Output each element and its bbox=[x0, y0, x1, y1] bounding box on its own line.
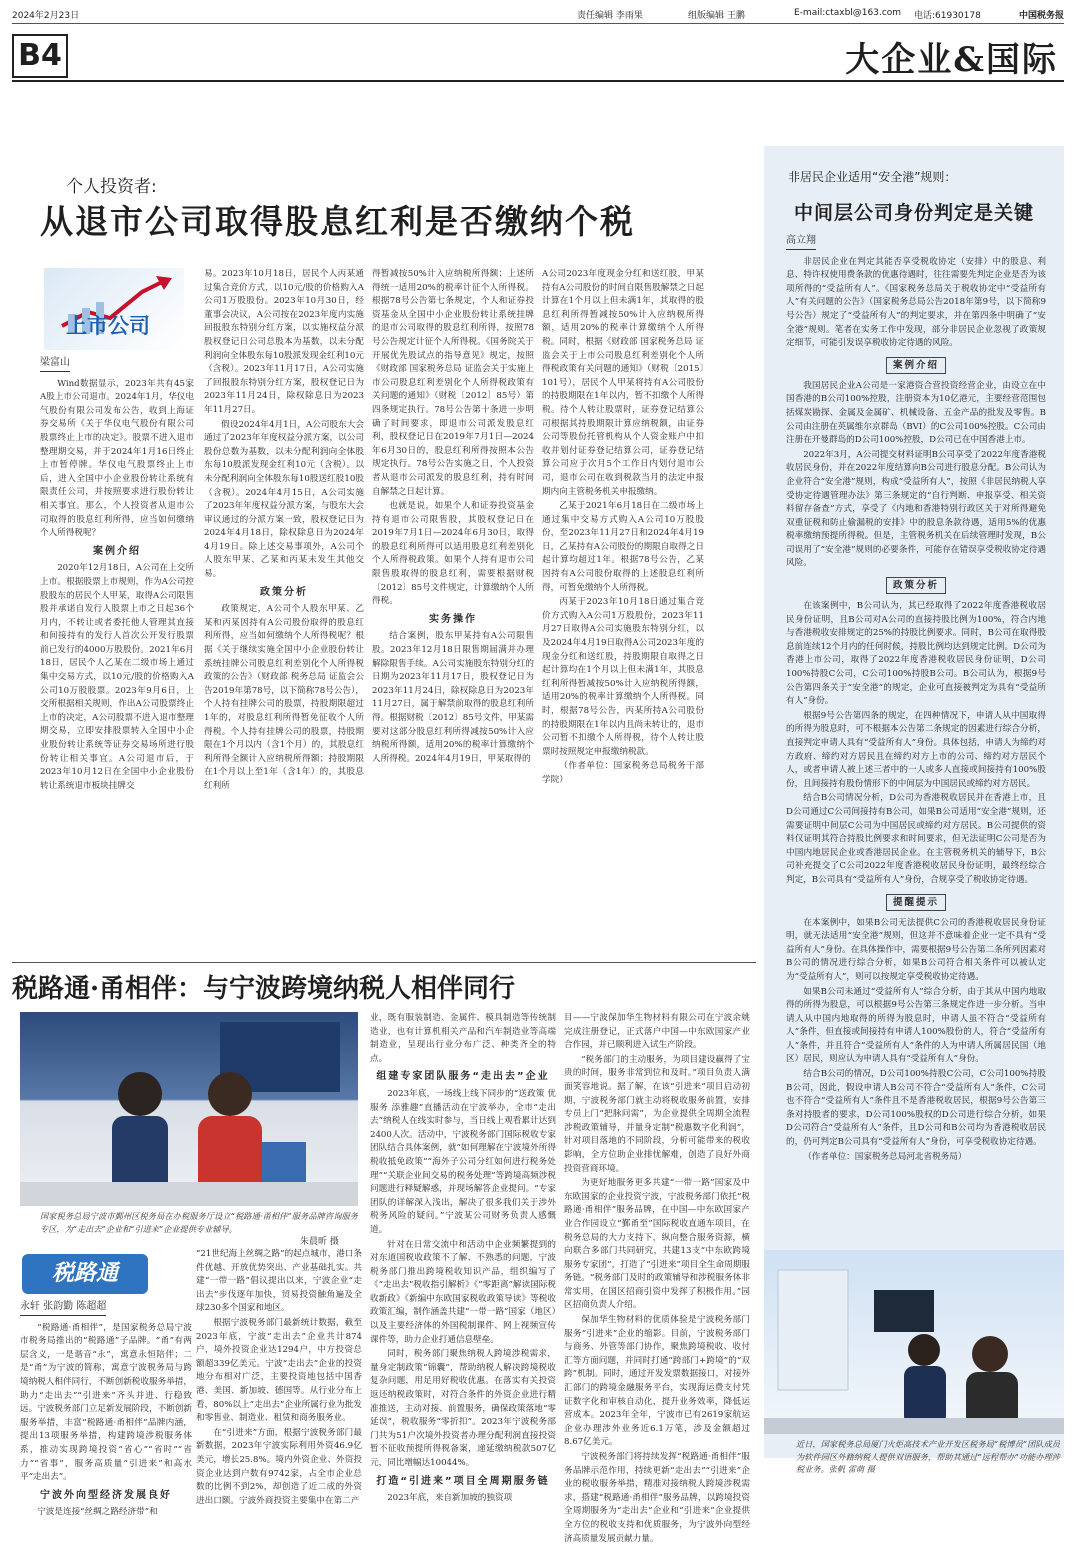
paragraph: 宁波税务部门将持续发挥“税路通·甬相伴”服务品牌示范作用，持续更新“走出去”“引进来”企业的税收服务举措，精准对接纳税人跨境涉税需求，搭建“税路通·甬相伴”服务品牌，以跨境投资全周期服务为“走出去”企业和“引进来”企业提供全方位的税收支持和优质服务，为宁波外向型经济高质量发展贡献力量。 bbox=[564, 1452, 750, 1544]
paragraph: 丙某于2023年10月18日通过集合竞价方式购入A公司1万股股份，2023年11月27日取得A公司实施股东特别分红，以及2024年4月19日取得A公司2023年度的现金分红和送红股，持股期限自取得之日起计算均在1个月以上但未满1年，其股息红利所得暂减按50%计入应纳税所得额，适用20%的税率计算缴纳个人所得税。同时，根据78号公告，丙某所持A公司股份的持股期限在1年以内且尚未转让的，退市公司暂不扣缴个人所得税，待个人转让股票时按照规定申报缴纳税款。 bbox=[542, 597, 704, 757]
article1-kicker: 个人投资者: bbox=[66, 177, 157, 197]
paragraph: 结合案例，股东甲某持有A公司限售股。2023年12月18日限售期届满并办理解除限售手续。A公司实施股东特别分红的日期为2023年11月17日，股权登记日为2023年11月24日，除权除息日为2023年11月27日，属于解禁前取得的股息红利所得。根据财税〔2012〕85号文件，甲某需要对这部分股息红利所得减按50%计入应纳税所得额，适用20%的税率计算缴纳个人所得税。2024年4月19日，甲某取得的 bbox=[372, 631, 534, 764]
paragraph: “税务部门的主动服务，为项目建设赢得了宝贵的时间，服务非常到位和及时。”项目负责人满面笑容地说。据了解，在该“引进来”项目启动初期，宁波税务部门就主动将税收服务前置，安排专员上门“把脉问需”，为企业提供全周期全流程涉税政策辅导，并量身定制“税惠数字化利润”，针对项目落地的不同阶段，分析可能带来的税收影响，全方位助企业排忧解难，创造了良好外商投资营商环境。 bbox=[564, 1054, 750, 1174]
paragraph: 根据宁波税务部门最新统计数据，截至2023年底，宁波“走出去”企业共计874户，境外投资企业达1294户，中方投资总额超339亿美元。宁波“走出去”企业的投资地分布相对广泛，主要投资地包括中国香港、美国、新加坡、德国等。从行业分布上看，80%以上“走出去”企业所属行业为批发和零售业、制造业、租赁和商务服务业。 bbox=[196, 1317, 362, 1424]
subhead: 打造“引进来”项目全周期服务链 bbox=[376, 1475, 550, 1487]
sidebar-kicker: 非居民企业适用“安全港”规则： bbox=[788, 170, 957, 184]
xiamen-photo bbox=[764, 1250, 1064, 1434]
section-rule bbox=[12, 80, 1064, 82]
article1-column-1 bbox=[40, 356, 194, 952]
article2-column-3 bbox=[370, 1012, 556, 1536]
section-title: 大企业&国际 bbox=[845, 40, 1058, 80]
subhead: 组建专家团队服务“走出去”企业 bbox=[376, 1071, 550, 1083]
header-email: E-mail:ctaxbl@163.com bbox=[794, 8, 902, 18]
paragraph: 为更好地服务更多共建“一带一路”国家及中东欧国家的企业投资宁波，宁波税务部门依托“税路通·甬相伴”服务品牌，在中国—中东欧国家产业合作园设立“鄞甬至”国际税收直通车项目，在税务总局的大力支持下，纵向整合服务资源，横向联合多部门共同研究，共建13支“中东欧跨境服务专家团”，打造了“引进来”项目全生命周期服务链。“税务部门及时的政策辅导和涉税服务体非常实用，在国区招商引资中发挥了积极作用。”园区招商负责人介绍。 bbox=[564, 1178, 750, 1311]
paragraph: 乙某于2021年6月18日在二级市场上通过集中交易方式购入A公司10万股股份，至2023年11月27日和2024年4月19日，乙某持有A公司股份的期限自取得之日起计算均超过1年。根据78号公告，乙某因持有A公司股份取得的上述股息红利所得，可暂免缴纳个人所得税。 bbox=[542, 501, 704, 593]
photo-credit: 朱晨昕 摄 bbox=[300, 1237, 339, 1247]
article2-title: 税路通·甬相伴：与宁波跨境纳税人相伴同行 bbox=[12, 974, 516, 1004]
paragraph: 2023年底，一场线上线下同步的“送政策 优服务 添雅趣”直播活动在宁波举办，全市“走出去”纳税人在线实时参与，当日线上观看累计达到2400人次。活动中，宁波税务部门国际税收专家团队结合具体案例，就“如何理解在宁波境外所得税收抵免政策”“海外子公司分红如何进行税务处理”“关联企业间交易的税务处理”等跨境高频涉税问题进行释疑解惑，并现场解答企业提问。“专家团队的详解深入浅出，解决了很多我们关于涉外税务风险的疑问。”宁波某公司财务负责人感慨道。 bbox=[370, 1088, 556, 1235]
paragraph: 业，既有服装制造、金属件、模具制造等传统制造业，也有计算机相关产品和汽车制造业等高端制造业，呈现出行业分布广泛、种类齐全的特点。 bbox=[370, 1013, 556, 1064]
header-rule bbox=[12, 23, 1064, 24]
divider bbox=[12, 962, 756, 963]
subhead: 宁波外向型经济发展良好 bbox=[40, 1489, 172, 1501]
article1-author: 梁富山 bbox=[40, 356, 70, 372]
article1-column-2 bbox=[204, 268, 364, 952]
subhead-policy: 政策分析 bbox=[260, 586, 308, 598]
logo-text: 上市公司 bbox=[66, 314, 150, 338]
paragraph: 2023年底，来自新加坡的独资项 bbox=[387, 1493, 513, 1504]
paragraph: 在“引进来”方面，根据宁波税务部门最新数据，2023年宁波实际利用外资46.9亿美元，增长25.8%。境内外资企业、外资投资企业达到户数有9742家，占全市企业总数的比例不到2%，却创造了近二成的外资进出口额。宁波外商投资主要集中在第二产 bbox=[196, 1427, 362, 1506]
paragraph: 结合B公司的情况，D公司100%持股C公司，C公司100%持股B公司，因此，假设申请人B公司不符合“受益所有人”条件，C公司也不符合“受益所有人”条件且不是香港税收居民，根据9号公告第三条对持股者的要求，D公司100%股权的D公司进行综合分析，如果D公司符合“受益所有人”条件，且D公司和B公司均为香港税收居民的，仍可判定B公司具有“受益所有人”身份，可享受税收协定待遇。 bbox=[786, 1069, 1046, 1148]
paragraph: 2020年12月18日，A公司在上交所上市。根据股票上市规则，作为A公司控股股东的居民个人甲某，取得A公司限售股并承诺自发行人股票上市之日起36个月内，不转让或者委托他人管理其直接和间接持有的发行人首次公开发行股票前已发行的4000万股股份。2021年6月18日，居民个人乙某在二级市场上通过集中交易方式，以10元/股的价格购入A公司10万股股票。2023年9月6日，上交所根据相关规则，作出A公司股票终止上市的决定，A公司股票不进入退市整理期交易，立即安排股票转入全国中小企业股份转让系统等证券交易场所进行股份转让相关事宜。A公司退市后，于2023年10月12日在全国中小企业股份转让系统退市板块挂牌交 bbox=[40, 563, 194, 791]
paragraph: 针对在日常交流中和活动中企业频繁提到的对东道国税收政策不了解、不熟悉的问题，宁波税务部门推出跨境税收知识产品，组织编写了《“走出去”税收指引解析》《“零距离”解读国际税收新政》《新编中东欧国家税收政策导读》等税收政策汇编，制作涵盖共建“一带一路”国家（地区）以及主要经济体的外国税制课件、网上视频宣传课件等，助力企业打通信息壁垒。 bbox=[370, 1239, 556, 1345]
bilingual-service-photo bbox=[764, 1250, 1064, 1434]
paragraph: 2022年3月，A公司提交材料证明B公司享受了2022年度香港税收居民身份，并在2022年度结算向B公司进行股息分配。B公司认为企业符合“安全港”规则，构成“受益所有人”，按照《非居民纳税人享受协定待遇管理办法》第三条规定的“自行判断、申报享受、相关资料留存备查”方式，享受了《内地和香港特别行政区关于对所得避免双重征税和防止偷漏税的安排》中的股息条款待遇，适用5%的优惠税率缴纳预提所得税。但是，主管税务机关在后续管理时发现，B公司误用了“安全港”规则的必要条件，可能存在错误享受税收协定待遇风险。 bbox=[786, 449, 1046, 569]
paragraph: Wind数据显示，2023年共有45家A股上市公司退市。2024年1月，华仪电气股份有限公司发布公告，收到上海证券交易所《关于华仪电气股份有限公司股票终止上市的决定》。股票不进入退市整理期交易，并于2024年1月16日终止上市暂停牌。华仪电气股票终止上市后，进入全国中小企业股份转让系统有限责任公司，并按照要求进行股份转让相关事宜。那么，个人投资者从退市公司取得的股息红利所得，应当如何缴纳个人所得税呢？ bbox=[40, 378, 194, 539]
article1-column-3 bbox=[372, 268, 534, 952]
article1-logo bbox=[44, 268, 184, 350]
paragraph: 非居民企业在判定其能否享受税收协定（安排）中的股息、利息、特许权使用费条款的优惠待遇时，往往需要先判定企业是否为该项所得的“受益所有人”。《国家税务总局关于税收协定中“受益所有人”有关问题的公告》（国家税务总局公告2018年第9号，以下简称9号公告）规定了“受益所有人”的判定要求，并在第四条中明确了“安全港”规则。笔者在实务工作中发现，部分非居民企业忽视了政策规定细节，可能引发误享税收协定待遇的风险。 bbox=[786, 256, 1046, 349]
paragraph: 政策规定，A公司个人股东甲某、乙某和丙某因持有A公司股份取得的股息红利所得，应当如何缴纳个人所得税呢？根据《关于继续实施全国中小企业股份转让系统挂牌公司股息红利差别化个人所得税政策的公告》（财政部 税务总局 证监会公告2019年第78号，以下简称78号公告），个人持有挂牌公司的股票，持股期限超过1年的，对股息红利所得暂免征收个人所得税。个人持有挂牌公司的股票，持股期限在1个月以内（含1个月）的，其股息红利所得全额计入应纳税所得额；持股期限在1个月以上至1年（含1年）的，其股息红利所 bbox=[204, 604, 364, 791]
shuilutong-logo: 税路通 bbox=[22, 1254, 148, 1294]
header-editor: 责任编辑 李雨果 bbox=[577, 11, 643, 21]
header-phone: 电话:61930178 bbox=[914, 11, 981, 21]
paragraph: 在该案例中，B公司认为，其已经取得了2022年度香港税收居民身份证明，且B公司对A公司的直接持股比例为100%，符合内地与香港税收安排规定的25%的持股比例要求。同时，B公司在取得股息前连续12个月内的任何时候，持股比例均达到规定比例。D公司为香港上市公司，取得了2022年度香港税收居民身份证明，D公司100%持股C公司，C公司100%持股B公司。B公司认为，根据9号公告第四条关于“安全港”的规定，企业可直接被判定为具有“受益所有人”身份。 bbox=[786, 601, 1046, 707]
paragraph: 在本案例中，如果B公司无法提供C公司的香港税收居民身份证明，就无法适用“安全港”规则，但这并不意味着企业一定不具有“受益所有人”身份。在具体操作中，需要根据9号公告第二条所列因素对B公司的情况进行综合分析，如果B公司符合相关条件可以被认定为“受益所有人”，则可以按规定享受税收协定待遇。 bbox=[786, 917, 1046, 982]
article2-column-2 bbox=[196, 1248, 362, 1536]
article2-column-4 bbox=[564, 1012, 750, 1544]
paragraph: 假设2024年4月1日，A公司股东大会通过了2023年年度权益分派方案，以公司股份总数为基数，以未分配利润向全体股东每10股派发现金红利10元（含税）。以未分配利润向全体股东每10股送红股10股（含税）。2024年4月15日，A公司实施了2023年年度权益分派方案，与股东大会审议通过的分派方案一致，股权登记日为2024年4月18日，除权除息日为2024年4月19日。除上述交易事项外，A公司个人股东甲某、乙某和丙某未发生其他交易。 bbox=[204, 419, 364, 580]
page-number: B4 bbox=[12, 34, 68, 78]
sidebar-title: 中间层公司身份判定是关键 bbox=[794, 202, 1035, 224]
paragraph: 易。2023年10月18日，居民个人丙某通过集合竞价方式，以10元/股的价格购入A公司1万股股份。2023年10月30日，经董事会决议，A公司按在2023年度内实施回报股东特别分红方案，以实施权益分派股权登记日公司总股本为基数，以未分配利润向全体股东每10股派发现金红利10元（含税）。2023年11月17日，A公司实施了回报股东特别分红方案，股权登记日为2023年11月24日，除权除息日为2023年11月27日。 bbox=[204, 269, 364, 415]
subhead-case: 案例介绍 bbox=[93, 545, 141, 557]
article2-authors: 永轩 张韵勤 陈超超 bbox=[20, 1300, 106, 1316]
author-note: （作者单位：国家税务总局税务干部学院） bbox=[542, 761, 704, 785]
subhead-case: 案例介绍 bbox=[886, 357, 946, 374]
paragraph: “21世纪海上丝绸之路”的起点城市，港口条件优越、开放优势突出、产业基础扎实。共建“一带一路”倡议提出以来，宁波企业“走出去”步伐逐年加快，贸易投资触角遍及全球230多个国家和地区。 bbox=[196, 1249, 362, 1314]
article2-photo bbox=[20, 1012, 358, 1206]
paragraph: 结合B公司情况分析，D公司为香港税收居民并在香港上市，且D公司通过C公司间接持有B公司，如果B公司适用“安全港”规则，还需要证明中间层C公司为中国居民或缔约对方居民。B公司提供的资料仅证明其符合持股比例要求和时间要求，但无法证明C公司是否为中国内地居民企业或香港居民企业。在主管税务机关的辅导下，B公司补充提交了C公司2022年度香港税收居民身份证明，最终经综合判定，B公司具有“受益所有人”身份，合规享受了税收协定待遇。 bbox=[786, 793, 1046, 885]
author-note: （作者单位：国家税务总局河北省税务局） bbox=[803, 1151, 967, 1162]
paragraph: “税路通·甬相伴”，是国家税务总局宁波市税务局推出的“税路通”子品牌。“甬”有两层含义，一是谐音“永”，寓意永恒陪伴；二是“甬”为宁波的简称，寓意宁波税务局与跨境纳税人相伴同行，不断创新税收服务举措，助力“走出去”“引进来”齐头并进、行稳致远。宁波税务部门立足新发展阶段，不断创新服务举措，丰富“税路通·甬相伴”品牌内涵，提出13项服务举措，构建跨境涉税服务体系，推动实现跨境投资“省心”“省时”“省力”“省事”，服务高质量“引进来”和高水平“走出去”。 bbox=[20, 1322, 192, 1483]
article2-column-1 bbox=[20, 1300, 192, 1536]
subhead-policy: 政策分析 bbox=[886, 577, 946, 594]
article1-title: 从退市公司取得股息红利是否缴纳个税 bbox=[40, 202, 635, 241]
article1-column-4 bbox=[542, 268, 704, 952]
paragraph: A公司2023年度现金分红和送红股，甲某持有A公司股份的时间自限售股解禁之日起计算在1个月以上但未满1年，其取得的股息红利所得暂减按50%计入应纳税所得额，适用20%的税率计算缴纳个人所得税。同时，根据《财政部 国家税务总局 证监会关于上市公司股息红利差别化个人所得税政策有关问题的通知》（财税〔2015〕101号），居民个人甲某将持有A公司股份的持股期限在1年以内，暂不扣缴个人所得税。待个人转让股票时，证券登记结算公司根据其持股期限计算应纳税额，由证券公司等股份托管机构从个人资金账户中扣收并划付证券登记结算公司，证券登记结算公司应于次月5个工作日内划付退市公司，退市公司在收到税款当月的法定申报期内向主管税务机关申报缴纳。 bbox=[542, 269, 704, 497]
paragraph: 宁波是连接“丝绸之路经济带”和 bbox=[37, 1507, 158, 1518]
paragraph: 我国居民企业A公司是一家港资合营投资经营企业，由设立在中国香港的B公司100%控股，注册资本为10亿港元，主要经营范围包括煤炭勘探、金属及金属矿、机械设备、五金产品的批发及零售。B公司由注册在英属维尔京群岛（BVI）的C公司100%控股。C公司由注册在开曼群岛的D公司100%控股，D公司已在中国香港上市。 bbox=[786, 380, 1046, 446]
header-paper-name: 中国税务报 bbox=[1018, 11, 1064, 21]
paragraph: 如果B公司未通过“受益所有人”综合分析，由于其从中国内地取得的所得为股息，可以根据9号公告第三条规定作进一步分析。当申请人从中国内地取得的所得为股息时，申请人虽不符合“受益所有人”条件，但直接或间接持有申请人100%股份的人，符合“受益所有人”条件，并且符合“受益所有人”条件的人为申请人所属居民国（地区）居民，则应认为申请人具有“受益所有人”身份。 bbox=[786, 986, 1046, 1065]
subhead-practice: 实务操作 bbox=[429, 613, 477, 625]
paragraph: 目——宁波保加华生物材料有限公司在宁波余姚完成注册登记，正式落户中国—中东欧国家产业合作园，并已顺利进入试生产阶段。 bbox=[564, 1013, 750, 1051]
paragraph: 也就是说，如果个人和证券投资基金持有退市公司限售股，其股权登记日在2019年7月1日—2024年6月30日，取得的股息红利所得可以适用股息红利差别化个人所得税政策。如果个人持有退市公司限售股取得的股息红利，需要根据财税〔2012〕85号文件规定，计算缴纳个人所得税。 bbox=[372, 501, 534, 607]
xiamen-photo-caption: 近日，国家税务总局厦门火炬高技术产业开发区税务局“税博员”团队成员为软件园区外籍纳税人提供双语服务，帮助其通过“远程帮办”功能办理涉税业务。张帆 雷萌 摄 bbox=[796, 1439, 1060, 1474]
paragraph: 保加华生物材料的优质体验是宁波税务部门服务“引进来”企业的缩影。目前，宁波税务部门与商务、外管等部门协作，聚焦跨境税收、收付汇等方面问题，并同时打通“跨部门+跨境”的“双跨”机制。同时，通过开发发票数据接口，对接外汇部门的跨境金融服务平台，实现海运费支付凭证数字化和审核自动化，提升业务效率，降低运营成本。2023年全年，宁波市已有2619家航运企业办理涉外业务近6.1万笔，涉及金额超过8.67亿美元。 bbox=[564, 1315, 750, 1448]
tax-service-photo bbox=[20, 1012, 358, 1206]
header-date: 2024年2月23日 bbox=[12, 11, 80, 21]
page-header bbox=[12, 6, 1064, 22]
paragraph: 同时，税务部门聚焦纳税人跨境涉税需求，量身定制政策“锦囊”，帮助纳税人解决跨境税收复杂问题，用足用好税收优惠。在落实有关投资返还纳税政策时，对符合条件的外资企业进行精准推送，主动对接、前置服务，确保政策落地“零延误”，税收服务“零折扣”。2023年宁波税务部门共为51户次境外投资者办理分配利润直接投资暂不征收预提所得税备案，递延缴纳税款507亿元，同比增幅达10044%。 bbox=[370, 1349, 556, 1468]
article2-photo-caption: 国家税务总局宁波市鄞州区税务局在办税服务厅设立“税路通·甬相伴”服务品牌咨询服务专区，为“走出去”企业和“引进来”企业提供专业辅导。 bbox=[40, 1211, 358, 1234]
header-layout-editor: 组版编辑 王鹏 bbox=[688, 11, 745, 21]
subhead-reminder: 提醒提示 bbox=[886, 894, 946, 911]
paragraph: 根据9号公告第四条的规定，在四种情况下，申请人从中国取得的所得为股息时，可不根据本公告第二条规定的因素进行综合分析，直接判定申请人具有“受益所有人”身份。具体包括，申请人为缔约对方政府、缔约对方居民且在缔约对方上市的公司、缔约对方居民个人，或者申请人被上述三者中的一人或多人直接或间接持有100%股份，且间接持有股份情形下的中间层为中国居民或缔约对方居民。 bbox=[786, 710, 1046, 789]
sidebar-author: 高立翔 bbox=[786, 234, 816, 250]
paragraph: 得暂减按50%计入应纳税所得额；上述所得统一适用20%的税率计征个人所得税。根据78号公告第七条规定，个人和证券投资基金从全国中小企业股份转让系统挂牌的退市公司取得的股息红利所得，按照78号公告规定计征个人所得税。《国务院关于开展优先股试点的指导意见》规定，按照《财政部 国家税务总局 证监会关于实施上市公司股息红利差别化个人所得税政策有关问题的通知》（财税〔2012〕85号）第四条规定执行。78号公告第十条进一步明确了时间要求，即退市公司派发股息红利，股权登记日在2019年7月1日—2024年6月30日的，股息红利所得按照本公告规定执行。78号公告实施之日，个人投资者从退市公司派发的股息红利，持有时间自解禁之日起计算。 bbox=[372, 269, 534, 497]
